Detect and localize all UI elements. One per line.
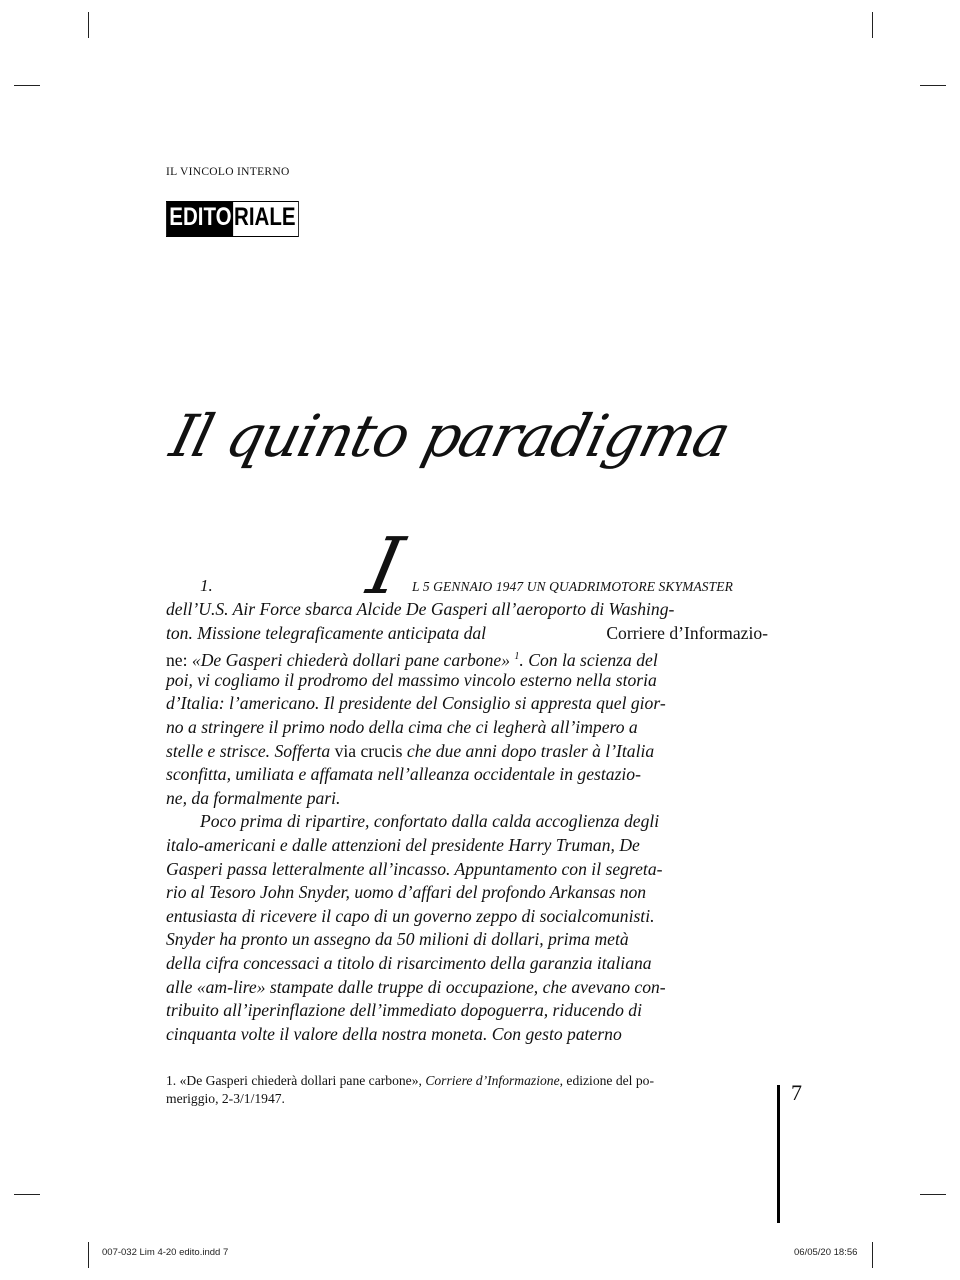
- crop-mark: [920, 1194, 946, 1195]
- opening-small-caps: L 5 GENNAIO 1947 UN QUADRIMOTORE SKYMASTER: [412, 579, 733, 594]
- logo-dark-part: EDITO: [167, 202, 233, 236]
- footnote-line: 1. «De Gasperi chiederà dollari pane carbone», Corriere d’Informazione, edizione del po-: [166, 1073, 654, 1088]
- crop-mark: [88, 12, 89, 38]
- text-line: poi, vi cogliamo il prodromo del massimo vincolo esterno nella storia: [166, 669, 657, 690]
- footnote: [166, 1072, 768, 1108]
- text-line: italo-americani e dalle attenzioni del presidente Harry Truman, De: [166, 834, 640, 855]
- text-line: sconfitta, umiliata e affamata nell’alleanza occidentale in gestazio-: [166, 764, 641, 785]
- text-line: alle «am-lire» stampate dalle truppe di occupazione, che avevano con-: [166, 976, 666, 997]
- text-line: rio al Tesoro John Snyder, uomo d’affari del profondo Arkansas non: [166, 882, 647, 903]
- crop-mark: [872, 1242, 873, 1268]
- text-line: no a stringere il primo nodo della cima che ci legherà all’impero a: [166, 716, 638, 737]
- drop-cap: I: [360, 522, 411, 612]
- slug-file-info: 007-032 Lim 4-20 edito.indd 7: [102, 1247, 229, 1258]
- text-line: d’Italia: l’americano. Il presidente del Consiglio si appresta quel gior-: [166, 693, 666, 714]
- crop-mark: [88, 1242, 89, 1268]
- text-line: cinquanta volte il valore della nostra moneta. Con gesto paterno: [166, 1023, 622, 1044]
- text-line: stelle e strisce. Sofferta via crucis che due anni dopo trasler à l’Italia: [166, 740, 655, 761]
- footnote-ref: 1: [514, 651, 520, 663]
- crop-mark: [14, 1194, 40, 1195]
- article-body: [166, 598, 768, 1046]
- running-head: IL VINCOLO INTERNO: [166, 166, 290, 178]
- page-number-rule: [777, 1085, 780, 1223]
- text-line: ne, da formalmente pari.: [166, 787, 341, 808]
- text-line: dell’U.S. Air Force sbarca Alcide De Gasperi all’aeroporto di Washing-: [166, 599, 675, 619]
- logo-light-part: RIALE: [233, 202, 298, 236]
- page-number: 7: [791, 1080, 802, 1105]
- crop-mark: [920, 85, 946, 86]
- text-line: Gasperi passa letteralmente all’incasso. Appuntamento con il segreta-: [166, 858, 663, 879]
- editoriale-logo: [166, 201, 299, 237]
- text-line: ton. Missione telegraficamente anticipata dal Corriere d’Informazio-: [166, 622, 768, 643]
- crop-mark: [14, 85, 40, 86]
- text-line: tribuito all’iperinflazione dell’immediato dopoguerra, riducendo di: [166, 1000, 642, 1021]
- text-line: Snyder ha pronto un assegno da 50 milioni di dollari, prima metà: [166, 929, 629, 950]
- text-line: della cifra concessaci a titolo di risarcimento della garanzia italiana: [166, 952, 652, 973]
- text-line: Poco prima di ripartire, confortato dalla calda accoglienza degli: [200, 811, 660, 832]
- text-line: ne: «De Gasperi chiederà dollari pane carbone» $^1$. Con la scienza del: [166, 650, 658, 671]
- crop-mark: [872, 12, 873, 38]
- text-line: entusiasta di ricevere il capo di un governo zeppo di socialcomunisti.: [166, 905, 655, 926]
- section-number: 1.: [200, 576, 213, 595]
- slug-timestamp: 06/05/20 18:56: [794, 1247, 858, 1258]
- footnote-line: meriggio, 2-3/1/1947.: [166, 1091, 285, 1106]
- article-title: Il quinto paradigma: [164, 402, 736, 470]
